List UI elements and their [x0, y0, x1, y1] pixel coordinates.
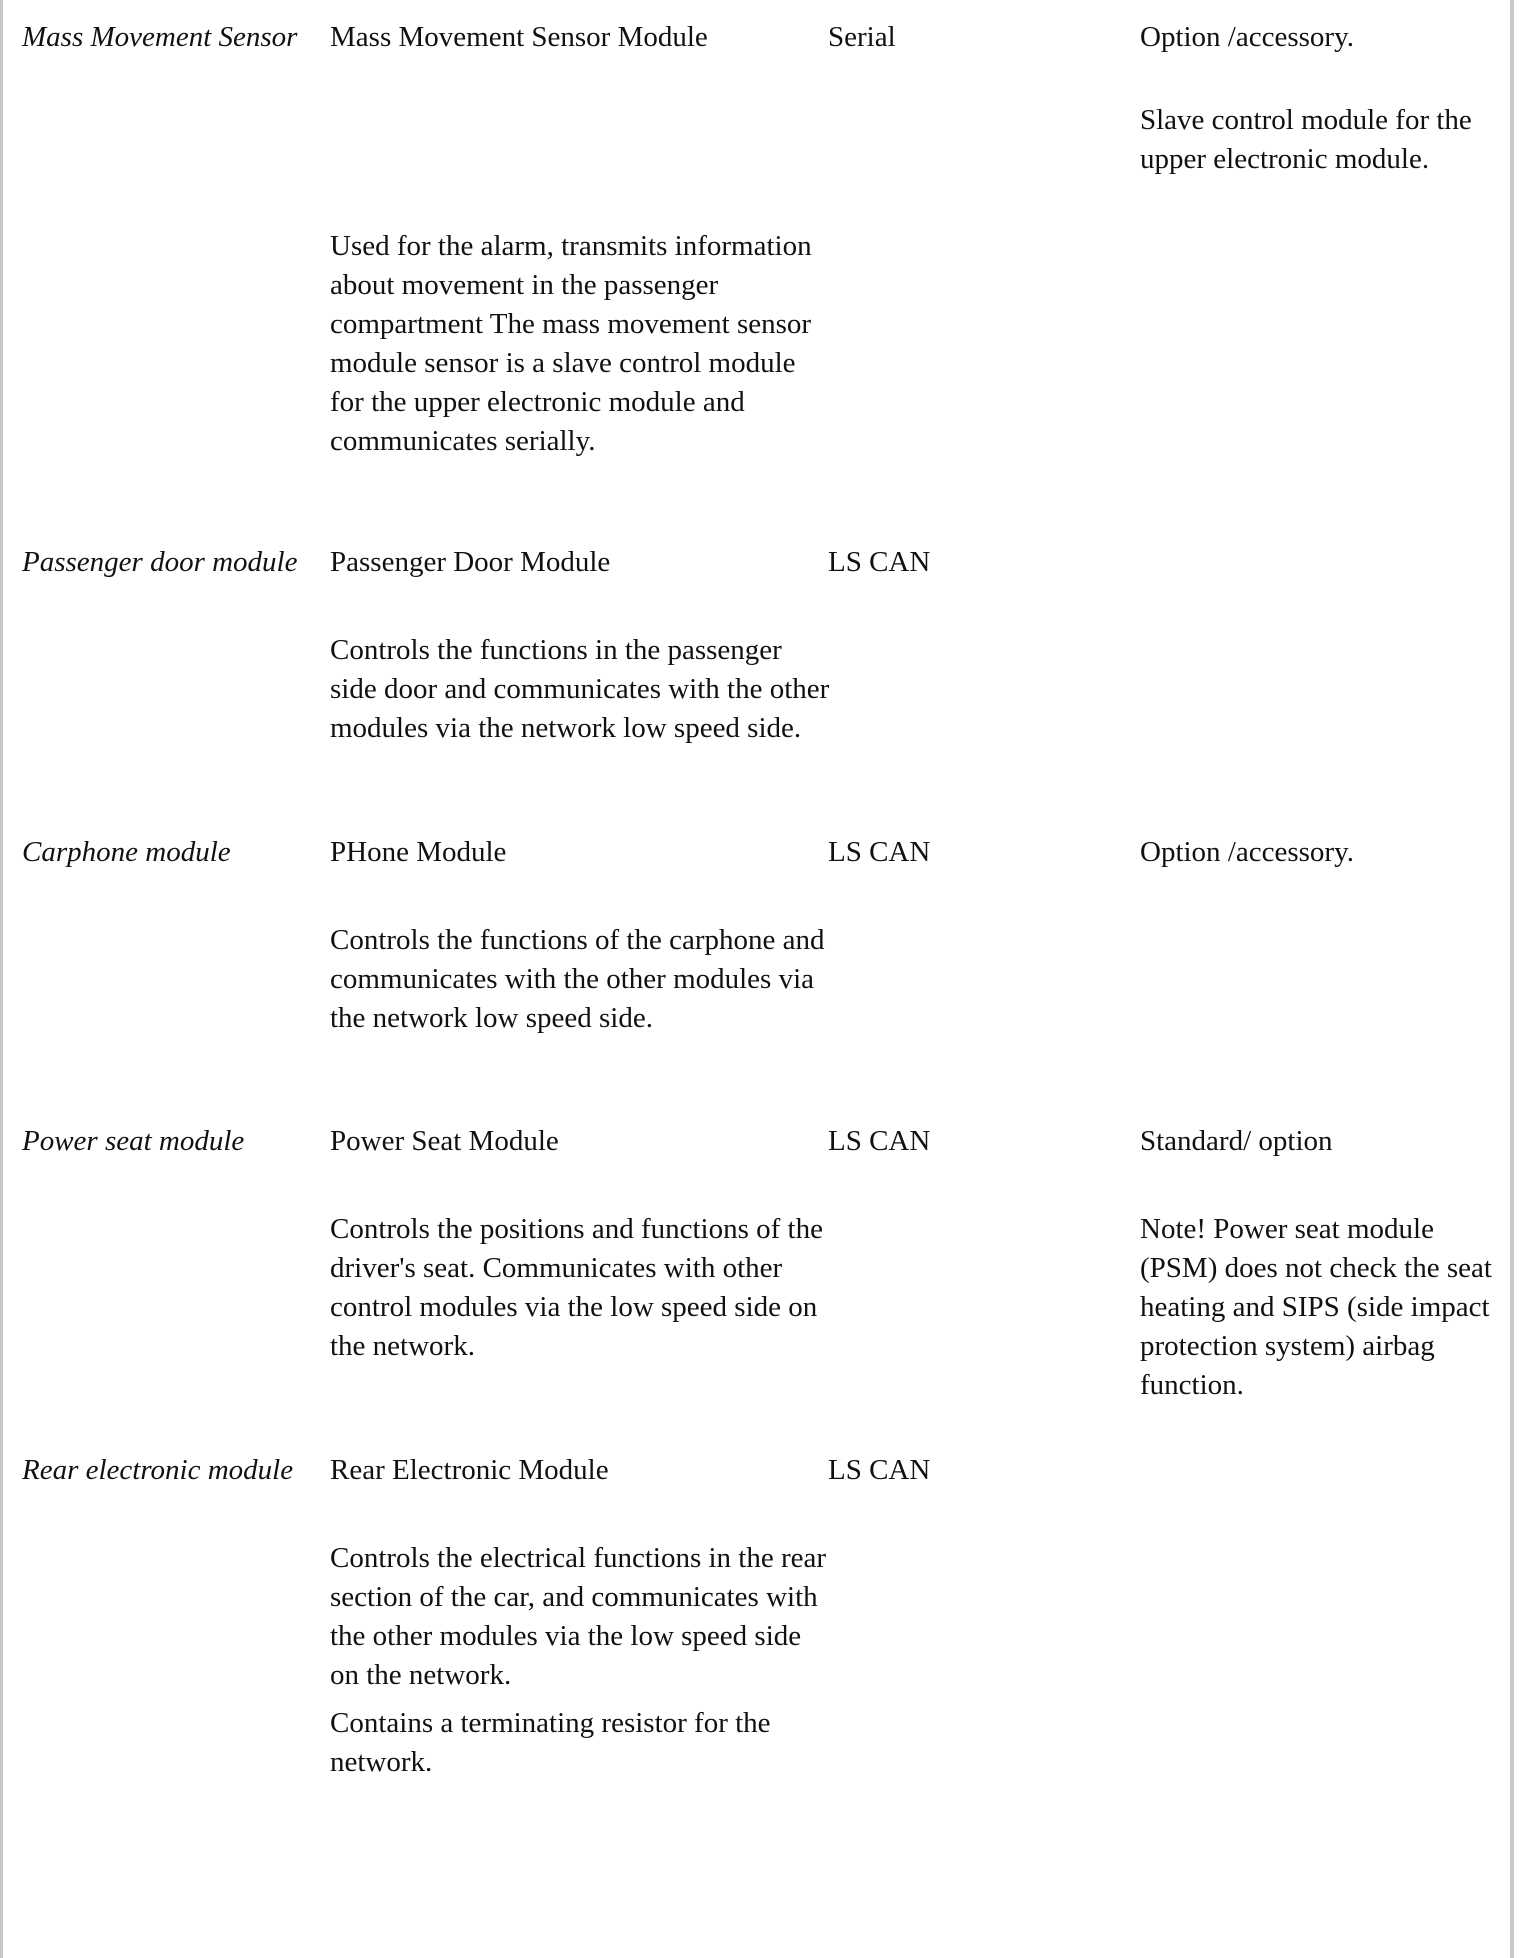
row-bus: Serial — [828, 21, 896, 53]
row-full-name: PHone Module — [330, 836, 507, 868]
row-full-name: Rear Electronic Module — [330, 1454, 609, 1486]
row-name: Rear electronic module — [22, 1454, 294, 1486]
row-bus: LS CAN — [828, 836, 931, 868]
row-name: Passenger door module — [22, 546, 298, 578]
row-description: Used for the alarm, transmits information about movement in the passenger compartment The mass movement sensor module sensor is a slave control module for the upper electronic module and communicates serially. — [330, 230, 812, 457]
row-note: Option /accessory. — [1140, 836, 1354, 868]
row-note: Note! Power seat module (PSM) does not check the seat heating and SIPS (side impact protection system) airbag function. — [1140, 1213, 1492, 1401]
row-description: Controls the functions of the carphone and communicates with the other modules via the network low speed side. — [330, 924, 825, 1034]
row-description: Controls the positions and functions of the driver's seat. Communicates with other control modules via the low speed side on the network. — [330, 1213, 823, 1362]
row-bus: LS CAN — [828, 1454, 931, 1486]
row-full-name: Power Seat Module — [330, 1125, 559, 1157]
row-description: Controls the functions in the passenger side door and communicates with the other modules via the network low speed side. — [330, 634, 830, 744]
row-name: Power seat module — [22, 1125, 245, 1157]
row-description: Controls the electrical functions in the rear section of the car, and communicates with the other modules via the low speed side on the network. — [330, 1542, 827, 1691]
row-bus: LS CAN — [828, 1125, 931, 1157]
row-note: Option /accessory. — [1140, 21, 1354, 53]
row-bus: LS CAN — [828, 546, 931, 578]
row-note: Standard/ option — [1140, 1125, 1333, 1157]
row-name: Mass Movement Sensor — [22, 21, 298, 53]
row-full-name: Passenger Door Module — [330, 546, 611, 578]
row-name: Carphone module — [22, 836, 231, 868]
row-full-name: Mass Movement Sensor Module — [330, 21, 708, 53]
row-note: Slave control module for the upper electronic module. — [1140, 104, 1472, 175]
row-description: Contains a terminating resistor for the network. — [330, 1707, 771, 1778]
